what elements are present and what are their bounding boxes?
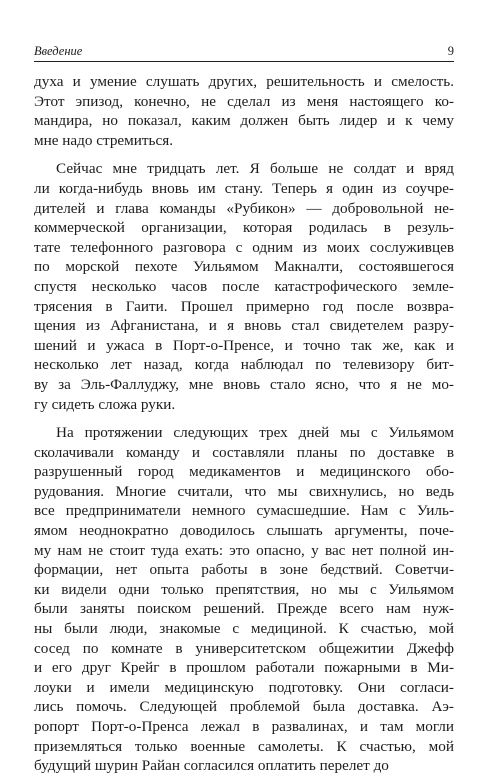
text-line: были заняты поиском решений. Прежде всего нам нуж- <box>34 600 454 618</box>
section-title: Введение <box>34 44 83 58</box>
text-line: На протяжении следующих трех дней мы с Уильямом <box>56 424 454 442</box>
text-line: дителей и глава команды «Рубикон» — добровольной не- <box>34 199 454 217</box>
text-line: ву за Эль-Фаллуджу, мне вновь стало ясно, что я не мо- <box>34 375 454 393</box>
text-line: будущий шурин Райан согласился оплатить перелет до <box>34 757 389 775</box>
paragraph <box>34 72 454 150</box>
text-line: трясения в Гаити. Прошел примерно год после возвра- <box>34 297 454 315</box>
text-line: мандира, но показал, каким должен быть лидер и к чему <box>34 112 454 130</box>
body-text <box>34 72 454 776</box>
text-line: формации, нет опыта работы в зоне бедствий. Советчи- <box>34 561 454 579</box>
text-line: ропорт Порт-о-Пренса лежал в развалинах, и там могли <box>34 718 454 735</box>
text-line: коммерческой организации, которая родилась в резуль- <box>34 219 454 237</box>
text-line: гу сидеть сложа руки. <box>34 395 176 413</box>
text-line: все предприниматели немного сумасшедшие. Нам с Уиль- <box>34 502 454 520</box>
text-line: сосед по комнате в университетском общежитии Джефф <box>34 639 454 657</box>
page-number: 9 <box>447 44 454 58</box>
book-page <box>34 44 454 776</box>
text-line: сколачивали команду и составляли планы по доставке в <box>34 443 454 461</box>
paragraph <box>34 423 454 776</box>
text-line: лоуки и имели медицинскую подготовку. Они согласи- <box>34 678 454 696</box>
paragraph-gap <box>34 150 454 159</box>
text-line: рудования. Многие считали, что мы свихнулись, но ведь <box>34 482 454 500</box>
text-line: ки видели одни только препятствия, но мы с Уильямом <box>34 580 454 598</box>
text-line: лись помочь. Следующей проблемой была доставка. Аэ- <box>34 698 454 716</box>
text-line: ны были люди, знакомые с медициной. К счастью, мой <box>34 620 454 638</box>
text-line: разрушенный город медикаментов и медицинского обо- <box>34 463 454 481</box>
paragraph-gap <box>34 414 454 423</box>
text-line: духа и умение слушать других, решительность и смелость. <box>34 73 454 90</box>
text-line: Сейчас мне тридцать лет. Я больше не солдат и вряд <box>56 160 454 178</box>
text-line: Этот эпизод, конечно, не сделал из меня настоящего ко- <box>34 92 454 110</box>
text-line: му нам не стоит туда ехать: это опасно, у вас нет полной ин- <box>34 541 454 559</box>
text-line: и его друг Крейг в прошлом работали пожарными в Ми- <box>34 659 454 677</box>
paragraph <box>34 159 454 414</box>
text-line: тате телефонного разговора с одним из моих сослуживцев <box>34 238 454 256</box>
text-line: шений и ужаса в Порт-о-Пренсе, и точно так же, как и <box>34 336 454 354</box>
text-line: по морской пехоте Уильямом Макналти, состоявшегося <box>34 258 454 276</box>
text-line: мне надо стремиться. <box>34 131 173 149</box>
text-line: ямом неоднократно доводилось слышать аргументы, поче- <box>34 522 454 540</box>
text-line: приземляться только военные самолеты. К счастью, мой <box>34 737 454 755</box>
running-head <box>34 44 454 62</box>
text-line: несколько лет назад, когда наблюдал по телевизору бит- <box>34 356 454 374</box>
text-line: ли когда-нибудь вновь им стану. Теперь я один из соучре- <box>34 179 454 197</box>
text-line: щения из Афганистана, и я вновь стал свидетелем разру- <box>34 317 454 335</box>
text-line: спустя несколько часов после катастрофического земле- <box>34 277 454 295</box>
